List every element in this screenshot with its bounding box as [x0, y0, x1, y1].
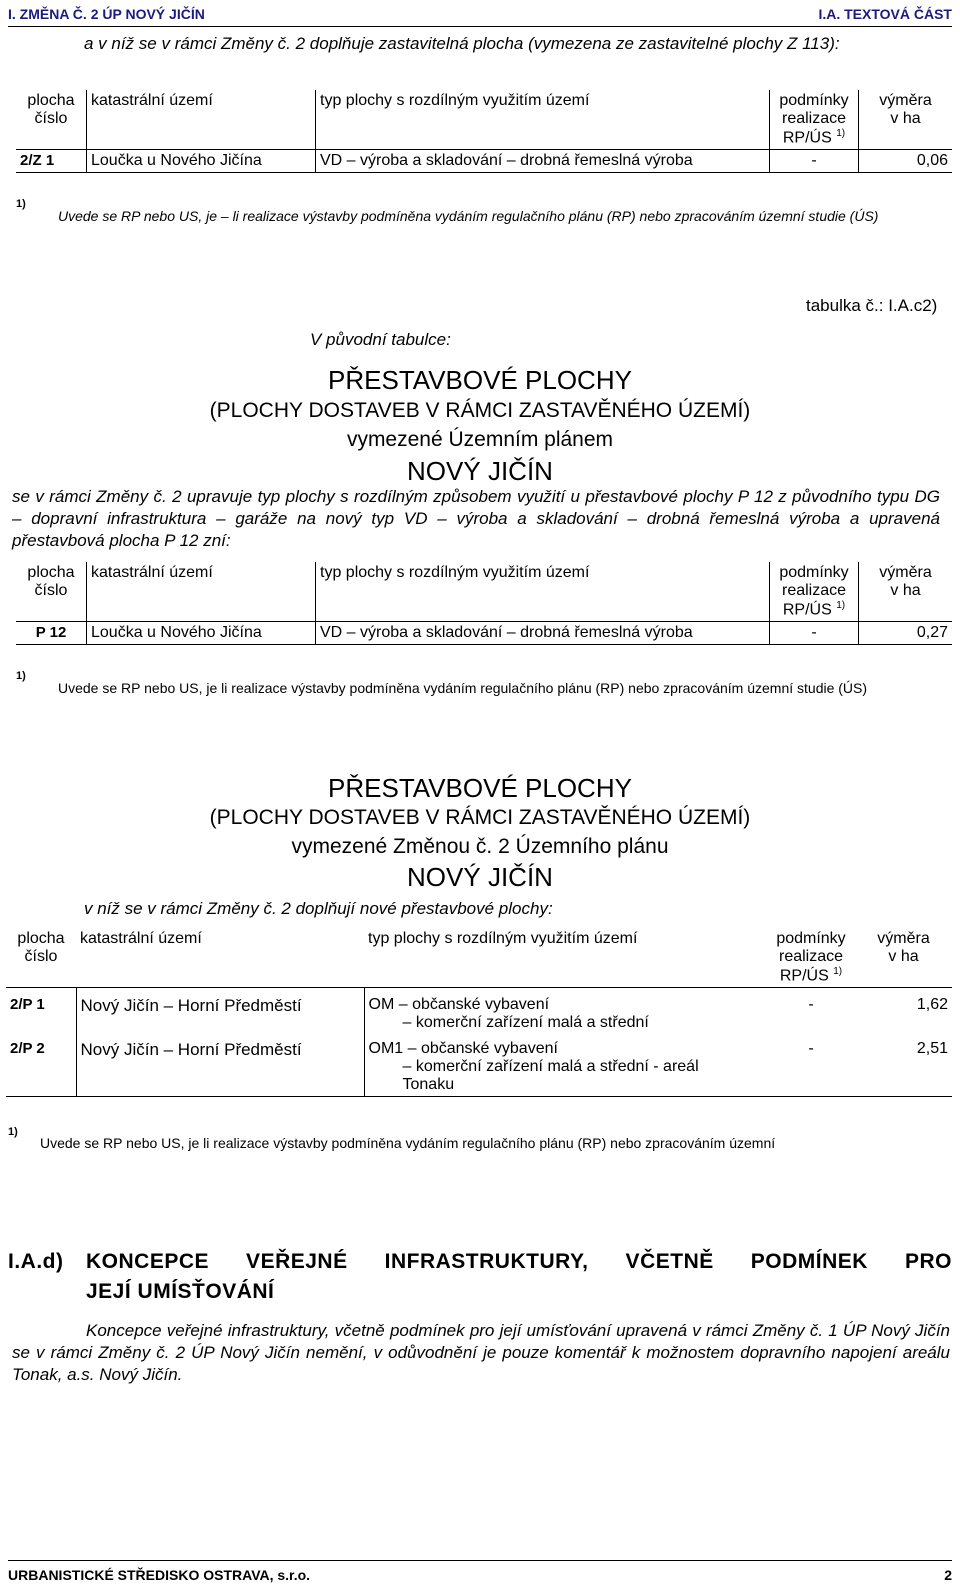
col-typ: typ plochy s rozdílným využitím území — [316, 90, 770, 150]
table-reference: tabulka č.: I.A.c2) — [806, 296, 938, 315]
section-paragraph: Koncepce veřejné infrastruktury, včetně podmínek pro její umísťování upravená v rámci Změny č. 1 ÚP Nový Jičín se v rámci Změny č. 2 ÚP Nový Jičín nemění, v odůvodnění je pouze komentář k možnostem dopravního napojení areálu Tonak, a.s. Nový Jičín. — [12, 1321, 950, 1384]
table-prestavbove-new: plocha číslo katastrální území typ plochy s rozdílným využitím území podmínky realizace RP/ÚS $^{1)}$ výměra v ha 2/P 1 Nový Jičín – Horní Předměstí OM – občanské vybavení – komerční zařízení malá a střední - 1,62 2/P 2 Nový Jičín – Horní Předměstí OM1 – občanské vybavení – komerční zařízení malá a střední - areál Tonaku - 2,51 — [6, 928, 952, 1097]
title-city-2: NOVÝ JIČÍN — [407, 862, 553, 892]
table-zastavitelne — [16, 90, 952, 173]
footnote-3: Uvede se RP nebo US, je li realizace výstavby podmíněna vydáním regulačního plánu (RP) nebo zpracováním územní — [40, 1135, 776, 1151]
block3-intro: v níž se v rámci Změny č. 2 doplňují nové přestavbové plochy: — [84, 899, 553, 918]
table-row: 2/P 2 Nový Jičín – Horní Předměstí OM1 – občanské vybavení – komerční zařízení malá a střední - areál Tonaku - 2,51 — [6, 1034, 952, 1097]
table-row: 2/Z 1 Loučka u Nového Jičína VD – výroba a skladování – drobná řemeslná výroba - 0,06 — [16, 150, 952, 173]
subtitle-4: vymezené Změnou č. 2 Územního plánu — [291, 835, 669, 858]
footnote: Uvede se RP nebo US, je – li realizace výstavby podmíněna vydáním regulačního plánu (RP) nebo zpracováním územní studie (ÚS) — [58, 208, 879, 224]
page-number: 2 — [944, 1567, 952, 1583]
title-2: PŘESTAVBOVÉ PLOCHY — [328, 773, 632, 803]
col-ku: katastrální území — [87, 90, 316, 150]
header-right: I.A. TEXTOVÁ ČÁST — [818, 6, 952, 22]
footnote-2: Uvede se RP nebo US, je li realizace výstavby podmíněna vydáním regulačního plánu (RP) nebo zpracováním územní studie (ÚS) — [58, 680, 868, 696]
footnote-marker: 1) — [16, 198, 26, 210]
subtitle-3: (PLOCHY DOSTAVEB V RÁMCI ZASTAVĚNÉHO ÚZEMÍ) — [209, 806, 751, 829]
subtitle-2: vymezené Územním plánem — [346, 428, 614, 451]
col-plocha: plocha číslo — [27, 92, 75, 127]
col-vymera: výměra v ha — [859, 90, 953, 150]
title-city: NOVÝ JIČÍN — [407, 456, 553, 486]
table-prestavbove-orig: plocha číslo katastrální území typ plochy s rozdílným využitím území podmínky realizace RP/ÚS $^{1)}$ výměra v ha P 12 Loučka u Nového Jičína VD – výroba a skladování – drobná řemeslná výroba - 0,27 — [16, 562, 952, 645]
footer-left: URBANISTICKÉ STŘEDISKO OSTRAVA, s.r.o. — [8, 1567, 311, 1583]
table-row: P 12 Loučka u Nového Jičína VD – výroba a skladování – drobná řemeslná výroba - 0,27 — [16, 622, 952, 645]
original-table-label: V původní tabulce: — [310, 330, 451, 349]
header-left: I. ZMĚNA Č. 2 ÚP NOVÝ JIČÍN — [8, 6, 205, 22]
page-footer — [8, 1560, 952, 1583]
subtitle-1: (PLOCHY DOSTAVEB V RÁMCI ZASTAVĚNÉHO ÚZEMÍ) — [209, 399, 751, 422]
col-podminky: podmínky realizace RP/ÚS $^{1)}$ — [770, 90, 859, 150]
section-title: KONCEPCE VEŘEJNÉ INFRASTRUKTURY, VČETNĚ PODMÍNEK PRO — [86, 1250, 952, 1273]
table-row: 2/P 1 Nový Jičín – Horní Předměstí OM – občanské vybavení – komerční zařízení malá a střední - 1,62 — [6, 988, 952, 1035]
page-header — [8, 4, 952, 27]
block1-intro: a v níž se v rámci Změny č. 2 doplňuje zastavitelná plocha (vymezena ze zastavitelné plochy Z 113): — [84, 34, 840, 53]
section-title-2: JEJÍ UMÍSŤOVÁNÍ — [86, 1280, 275, 1303]
title-1: PŘESTAVBOVÉ PLOCHY — [328, 365, 632, 395]
section-label: I.A.d) — [8, 1250, 64, 1273]
block2-intro: se v rámci Změny č. 2 upravuje typ plochy s rozdílným způsobem využití u přestavbové plochy P 12 z původního typu DG – dopravní infrastruktura – garáže na nový typ VD – výroba a skladování – drobná řemeslná výroba a upravená přestavbová plocha P 12 zní: — [12, 487, 940, 550]
